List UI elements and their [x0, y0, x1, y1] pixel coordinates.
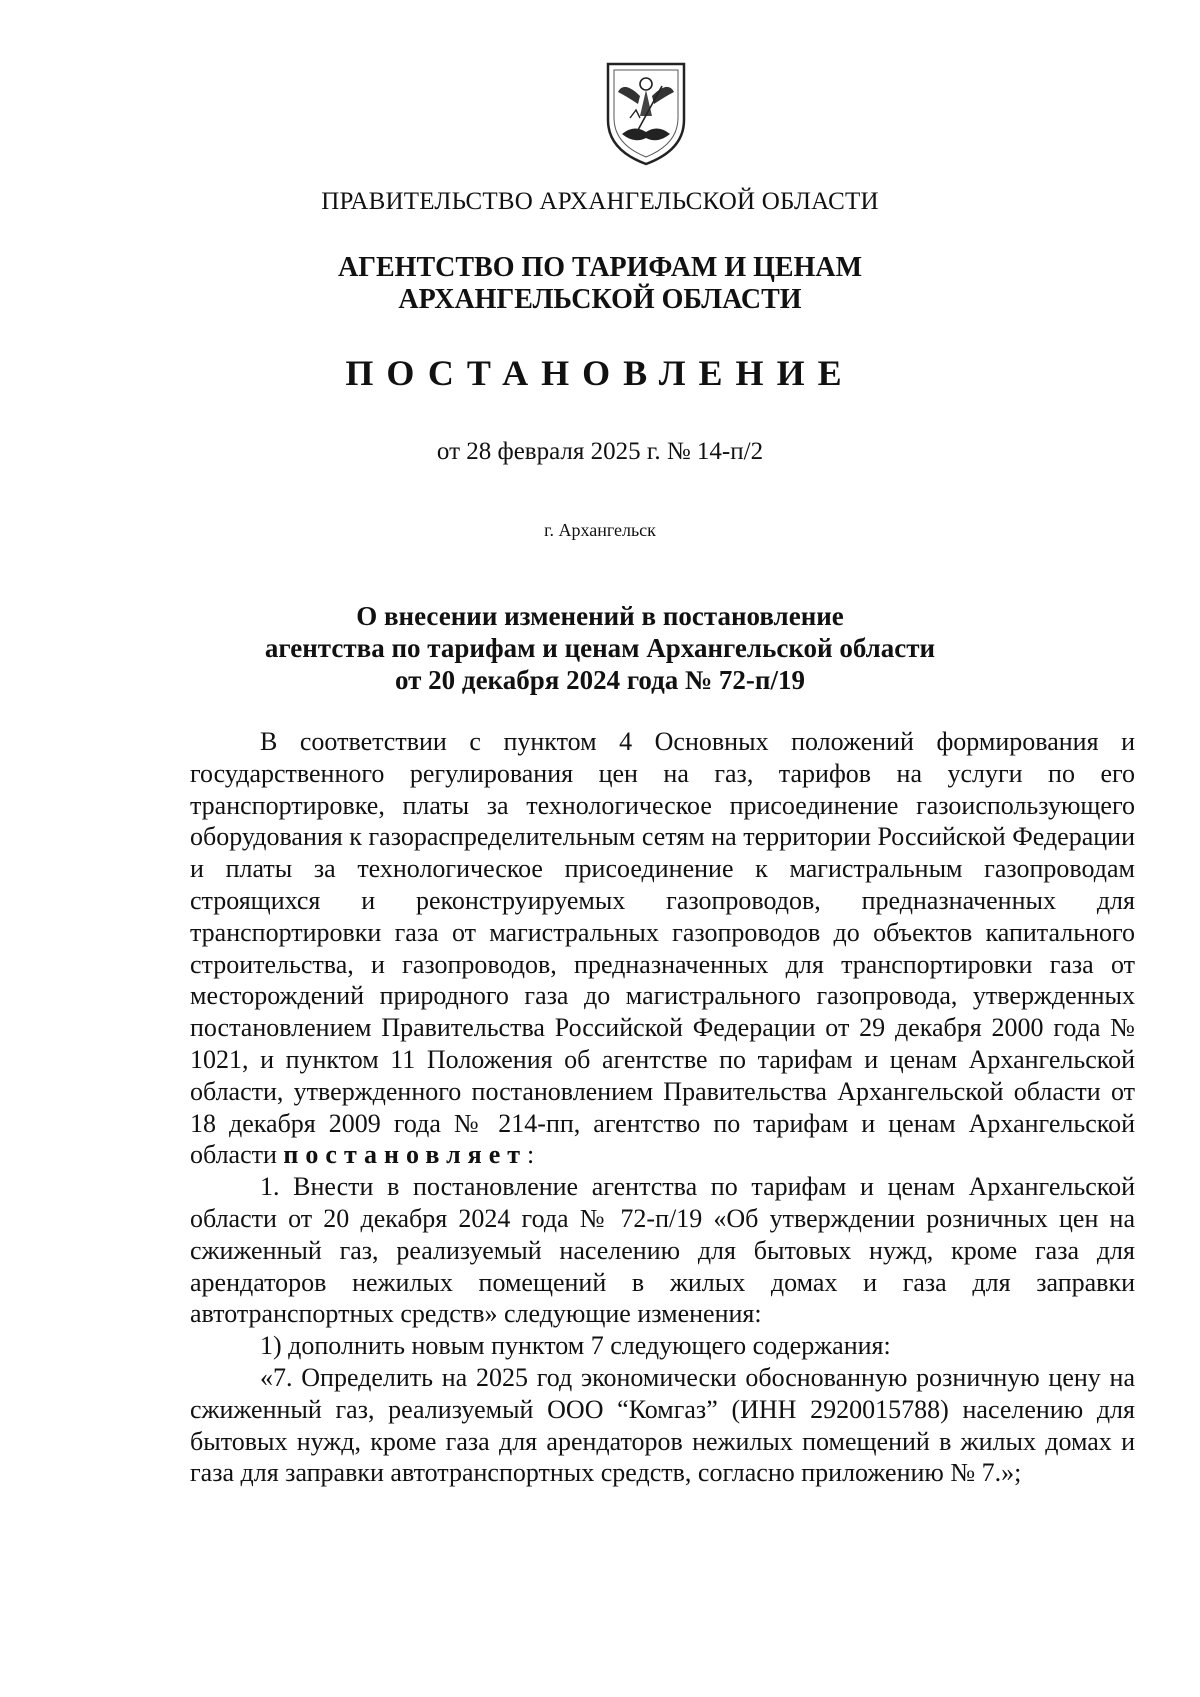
agency-name	[0, 252, 1200, 316]
item-1-subitem-1: 1) дополнить новым пунктом 7 следующего содержания:	[260, 1331, 891, 1361]
subject-line-3: от 20 декабря 2024 года № 72-п/19	[395, 665, 805, 695]
coat-of-arms-icon	[600, 58, 692, 170]
subject-line-1: О внесении изменений в постановление	[356, 601, 844, 631]
preamble-paragraph	[190, 726, 1135, 1171]
document-date-number: от 28 февраля 2025 г. № 14-п/2	[436, 438, 764, 465]
government-name: ПРАВИТЕЛЬСТВО АРХАНГЕЛЬСКОЙ ОБЛАСТИ	[321, 188, 879, 215]
document-subject	[0, 600, 1200, 696]
agency-name-line-2: АРХАНГЕЛЬСКОЙ ОБЛАСТИ	[398, 284, 802, 315]
decree-colon: :	[527, 1140, 535, 1170]
decree-word: постановляет	[283, 1140, 528, 1170]
agency-name-line-1: АГЕНТСТВО ПО ТАРИФАМ И ЦЕНАМ	[337, 252, 863, 283]
document-type: ПОСТАНОВЛЕНИЕ	[345, 353, 855, 393]
item-7-paragraph: «7. Определить на 2025 год экономически обоснованную розничную цену на сжиженный газ, реализуемый ООО “Комгаз” (ИНН 2920015788) населению для бытовых нужд, кроме газа для арендаторов нежилых помещений в жилых домах и газа для заправки автотранспортных средств, согласно приложению № 7.»;	[190, 1362, 1135, 1488]
subject-line-2: агентства по тарифам и ценам Архангельской области	[264, 633, 936, 663]
document-city: г. Архангельск	[544, 520, 656, 540]
document-body	[190, 726, 1135, 1489]
item-1-paragraph: 1. Внести в постановление агентства по тарифам и ценам Архангельской области от 20 декабря 2024 года № 72-п/19 «Об утверждении розничных цен на сжиженный газ, реализуемый населению для бытовых нужд, кроме газа для арендаторов нежилых помещений в жилых домах и газа для заправки автотранспортных средств» следующие изменения:	[190, 1172, 1135, 1329]
preamble-text: В соответствии с пунктом 4 Основных положений формирования и государственного регулирования цен на газ, тарифов на услуги по его транспортировке, платы за технологическое присоединение газоиспользующего оборудования к газораспределительным сетям на территории Российской Федерации и платы за технологическое присоединение к магистральным газопроводам строящихся и реконструируемых газопроводов, предназначенных для транспортировки газа от магистральных газопроводов до объектов капитального строительства, и газопроводов, предназначенных для транспортировки газа от месторождений природного газа до магистрального газопровода, утвержденных постановлением Правительства Российской Федерации от 29 декабря 2000 года № 1021, и пунктом 11 Положения об агентстве по тарифам и ценам Архангельской области, утвержденного постановлением Правительства Архангельской области от 18 декабря 2009 года № 214-пп, агентство по тарифам и ценам Архангельской области	[190, 727, 1135, 1170]
